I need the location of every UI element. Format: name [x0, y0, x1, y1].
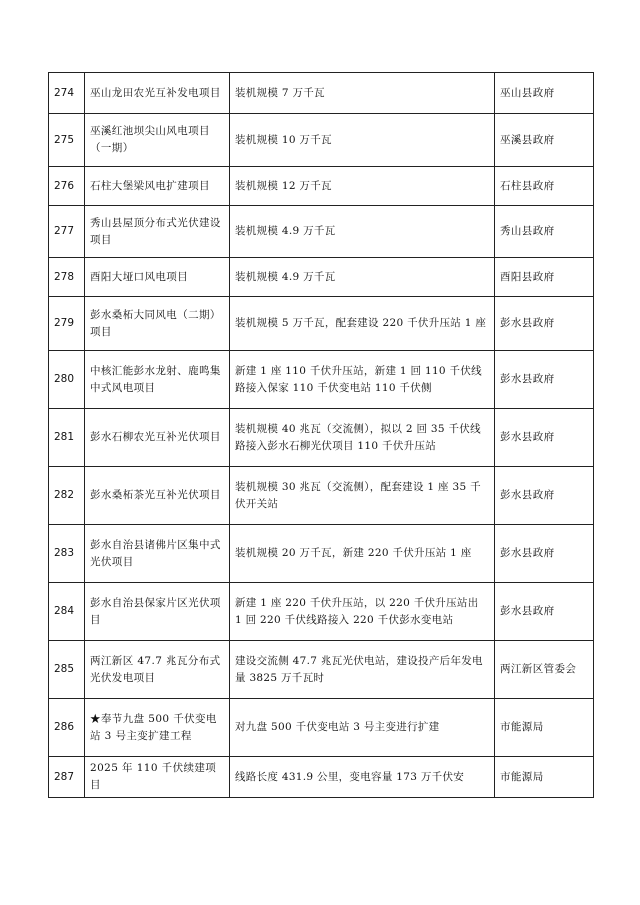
table-row	[49, 525, 594, 583]
project-name: 酉阳大垭口风电项目	[85, 258, 230, 297]
project-scale: 装机规模 7 万千瓦	[230, 73, 495, 114]
project-name: 秀山县屋顶分布式光伏建设项目	[85, 206, 230, 258]
row-number: 284	[49, 583, 85, 641]
row-number: 276	[49, 167, 85, 206]
row-number: 287	[49, 757, 85, 798]
project-scale: 装机规模 4.9 万千瓦	[230, 258, 495, 297]
table-row	[49, 699, 594, 757]
project-scale: 装机规模 4.9 万千瓦	[230, 206, 495, 258]
row-number: 278	[49, 258, 85, 297]
table-row	[49, 114, 594, 167]
responsible-unit: 巫溪县政府	[495, 114, 594, 167]
table-row	[49, 467, 594, 525]
row-number: 281	[49, 409, 85, 467]
table-row	[49, 297, 594, 351]
project-name: 中核汇能彭水龙射、鹿鸣集中式风电项目	[85, 351, 230, 409]
project-scale: 新建 1 座 110 千伏升压站，新建 1 回 110 千伏线路接入保家 110 千伏变电站 110 千伏侧	[230, 351, 495, 409]
table-row	[49, 258, 594, 297]
row-number: 275	[49, 114, 85, 167]
project-name: 巫山龙田农光互补发电项目	[85, 73, 230, 114]
table-row	[49, 167, 594, 206]
project-name: 2025 年 110 千伏续建项目	[85, 757, 230, 798]
project-scale: 对九盘 500 千伏变电站 3 号主变进行扩建	[230, 699, 495, 757]
responsible-unit: 石柱县政府	[495, 167, 594, 206]
project-name: 彭水自治县保家片区光伏项目	[85, 583, 230, 641]
project-name: 石柱大堡梁风电扩建项目	[85, 167, 230, 206]
responsible-unit: 酉阳县政府	[495, 258, 594, 297]
project-name: 彭水自治县诸佛片区集中式光伏项目	[85, 525, 230, 583]
document-page	[48, 72, 593, 798]
row-number: 283	[49, 525, 85, 583]
responsible-unit: 巫山县政府	[495, 73, 594, 114]
project-name: 巫溪红池坝尖山风电项目（一期）	[85, 114, 230, 167]
project-table-body	[49, 73, 594, 798]
responsible-unit: 彭水县政府	[495, 297, 594, 351]
row-number: 274	[49, 73, 85, 114]
responsible-unit: 彭水县政府	[495, 525, 594, 583]
row-number: 286	[49, 699, 85, 757]
table-row	[49, 73, 594, 114]
table-row	[49, 641, 594, 699]
project-scale: 装机规模 12 万千瓦	[230, 167, 495, 206]
table-row	[49, 206, 594, 258]
project-scale: 装机规模 20 万千瓦，新建 220 千伏升压站 1 座	[230, 525, 495, 583]
row-number: 282	[49, 467, 85, 525]
row-number: 285	[49, 641, 85, 699]
project-scale: 建设交流侧 47.7 兆瓦光伏电站，建设投产后年发电量 3825 万千瓦时	[230, 641, 495, 699]
responsible-unit: 两江新区管委会	[495, 641, 594, 699]
responsible-unit: 市能源局	[495, 757, 594, 798]
project-name: 彭水桑柘茶光互补光伏项目	[85, 467, 230, 525]
table-row	[49, 351, 594, 409]
project-scale: 装机规模 10 万千瓦	[230, 114, 495, 167]
project-scale: 新建 1 座 220 千伏升压站，以 220 千伏升压站出 1 回 220 千伏线路接入 220 千伏彭水变电站	[230, 583, 495, 641]
project-name: 两江新区 47.7 兆瓦分布式光伏发电项目	[85, 641, 230, 699]
project-name: 彭水石柳农光互补光伏项目	[85, 409, 230, 467]
project-table	[48, 72, 594, 798]
table-row	[49, 757, 594, 798]
responsible-unit: 彭水县政府	[495, 583, 594, 641]
responsible-unit: 秀山县政府	[495, 206, 594, 258]
responsible-unit: 彭水县政府	[495, 467, 594, 525]
project-name: 彭水桑柘大同风电（二期）项目	[85, 297, 230, 351]
project-scale: 装机规模 5 万千瓦，配套建设 220 千伏升压站 1 座	[230, 297, 495, 351]
responsible-unit: 彭水县政府	[495, 409, 594, 467]
project-scale: 装机规模 40 兆瓦（交流侧），拟以 2 回 35 千伏线路接入彭水石柳光伏项目 110 千伏升压站	[230, 409, 495, 467]
project-name: ★奉节九盘 500 千伏变电站 3 号主变扩建工程	[85, 699, 230, 757]
table-row	[49, 583, 594, 641]
row-number: 277	[49, 206, 85, 258]
responsible-unit: 彭水县政府	[495, 351, 594, 409]
row-number: 279	[49, 297, 85, 351]
project-scale: 线路长度 431.9 公里，变电容量 173 万千伏安	[230, 757, 495, 798]
project-scale: 装机规模 30 兆瓦（交流侧），配套建设 1 座 35 千伏开关站	[230, 467, 495, 525]
table-row	[49, 409, 594, 467]
row-number: 280	[49, 351, 85, 409]
responsible-unit: 市能源局	[495, 699, 594, 757]
